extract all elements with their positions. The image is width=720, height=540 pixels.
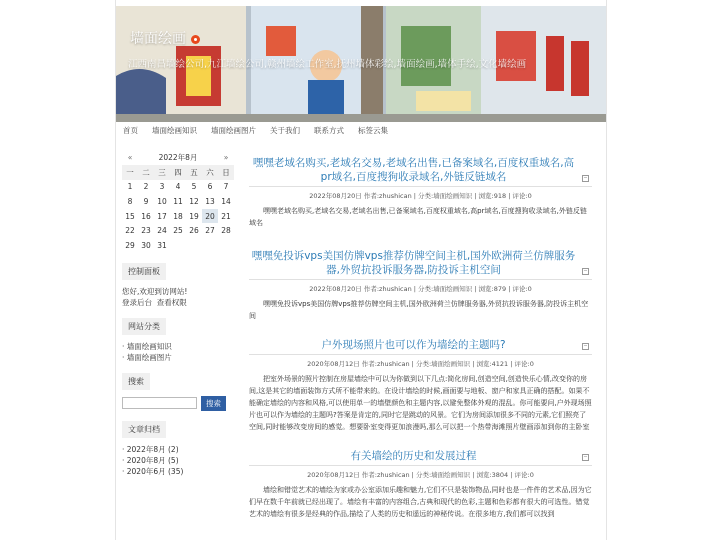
calendar-day (202, 238, 218, 253)
calendar-day: 9 (143, 196, 149, 206)
welcome-text: 您好,欢迎到访网站! (122, 286, 188, 296)
post-meta: 2022年08月20日 作者:zhushican | 分类:墙面绘画知识 | 浏览:918 | 评论:0 (309, 192, 532, 200)
nav-pictures[interactable]: 墙面绘画图片 (211, 126, 256, 135)
post (249, 245, 592, 322)
calendar-day (170, 238, 186, 253)
main-nav (116, 126, 395, 140)
nav-contact[interactable]: 联系方式 (314, 126, 344, 135)
categories-title: 网站分类 (122, 318, 166, 335)
calendar-day: 29 (125, 240, 135, 250)
calendar-day: 6 (207, 182, 213, 192)
calendar-week-row (122, 238, 234, 253)
post-meta: 2020年08月12日 作者:zhushican | 分类:墙面绘画知识 | 浏览:3804 | 评论:0 (307, 471, 534, 479)
site-description: 江西南昌墙绘公司,九江墙绘公司,赣州墙绘工作室,抚州墙体彩绘,墙面绘画,墙体手绘,文化墙绘画 (128, 59, 527, 70)
calendar-day: 31 (157, 240, 167, 250)
calendar-day: 13 (205, 196, 215, 206)
post-title[interactable]: 嘿嘿免投诉vps美国仿牌vps推荐仿牌空间主机,国外欧洲荷兰仿牌服务器,外贸抗投诉服务器,防投诉主机空间 (251, 250, 576, 276)
control-panel (122, 286, 237, 308)
calendar-day: 1 (127, 182, 133, 192)
site-title[interactable] (130, 28, 200, 48)
nav-home[interactable]: 首页 (123, 126, 138, 135)
weekday-label: 二 (138, 165, 154, 180)
calendar-day: 8 (127, 196, 133, 206)
calendar-day: 15 (125, 211, 135, 221)
admin-login-link[interactable]: 登录后台 (122, 297, 152, 307)
calendar-day: 20 (202, 209, 218, 224)
calendar-next-link[interactable]: » (223, 153, 229, 162)
archive-item[interactable]: · 2020年6月 (35) (122, 466, 184, 476)
search-title: 搜索 (122, 373, 150, 390)
archive-item[interactable]: · 2020年8月 (5) (122, 455, 179, 465)
calendar-day: 7 (223, 182, 229, 192)
calendar-day: 3 (159, 182, 165, 192)
calendar-day: 22 (125, 226, 135, 236)
calendar-day: 16 (141, 211, 151, 221)
calendar-day: 24 (157, 226, 167, 236)
calendar-day: 4 (175, 182, 181, 192)
calendar-day: 2 (143, 182, 149, 192)
weekday-label: 日 (218, 165, 234, 180)
nav-about[interactable]: 关于我们 (270, 126, 300, 135)
calendar-day: 27 (205, 226, 215, 236)
calendar-prev-link[interactable]: « (127, 153, 133, 162)
collapse-icon[interactable]: − (583, 343, 588, 349)
calendar-day (218, 238, 234, 253)
post-excerpt: 嘿嘿老域名购买,老域名交易,老域名出售,已备案域名,百度权重域名,高pr域名,百度搜狗收录域名,外链反链域名 (249, 207, 587, 227)
post-title-row (249, 445, 592, 466)
post-excerpt: 墙绘和错觉艺术的墙绘为家或办公室添加乐趣和魅力,它们不只是装饰物品,同时也是一件件的艺术品,因为它们早在数千年前就已经出现了。墙绘有丰富的内容组合,古典和现代的色彩,主题和色彩都有很大的可选性。错觉艺术的墙绘有很多是经典的作品,描绘了人类的历史和遥远的神秘传说。在很多地方,我们都可以找到 (249, 486, 592, 518)
archives-list (122, 444, 237, 477)
post (249, 152, 592, 229)
calendar-day: 25 (173, 226, 183, 236)
post-title-row (249, 334, 592, 355)
weekday-label: 三 (154, 165, 170, 180)
calendar-day: 30 (141, 240, 151, 250)
calendar-day (186, 238, 202, 253)
post-excerpt: 嘿嘿免投诉vps美国仿牌vps推荐仿牌空间主机,国外欧洲荷兰仿牌服务器,外贸抗投诉服务器,防投诉主机空间 (249, 300, 589, 320)
weekday-label: 一 (122, 165, 138, 180)
calendar-day: 10 (157, 196, 167, 206)
header-banner (116, 6, 606, 122)
calendar-title: 2022年8月 (158, 153, 198, 162)
post-title[interactable]: 嘿嘿老域名购买,老域名交易,老域名出售,已备案域名,百度权重域名,高pr域名,百度搜狗收录域名,外链反链域名 (252, 157, 575, 183)
categories-list (122, 341, 237, 363)
calendar-day: 21 (221, 211, 231, 221)
nav-knowledge[interactable]: 墙面绘画知识 (152, 126, 197, 135)
category-item[interactable]: · 墙面绘画图片 (122, 352, 172, 362)
weekday-label: 五 (186, 165, 202, 180)
view-permissions-link[interactable]: 查看权限 (156, 297, 187, 307)
calendar-day: 19 (189, 211, 199, 221)
calendar-week-row (122, 223, 234, 238)
post-meta: 2020年08月12日 作者:zhushican | 分类:墙面绘画知识 | 浏览:4121 | 评论:0 (307, 360, 534, 368)
search-input[interactable] (122, 397, 197, 409)
calendar-day: 23 (141, 226, 151, 236)
post-title-row (249, 152, 592, 187)
post (249, 334, 592, 433)
calendar-week-row (122, 194, 234, 209)
post-meta: 2022年08月20日 作者:zhushican | 分类:墙面绘画知识 | 浏览:879 | 评论:0 (309, 285, 532, 293)
post-title[interactable]: 有关墙绘的历史和发展过程 (350, 450, 477, 462)
calendar-week-row (122, 180, 234, 195)
calendar-day: 12 (189, 196, 199, 206)
archive-item[interactable]: · 2022年8月 (2) (122, 444, 179, 454)
weekday-label: 四 (170, 165, 186, 180)
collapse-icon[interactable]: − (583, 454, 588, 460)
post-title-row (249, 245, 592, 280)
search-form (122, 396, 237, 411)
calendar-day: 17 (157, 211, 167, 221)
post-title[interactable]: 户外现场照片也可以作为墙绘的主题吗? (321, 339, 506, 351)
category-item[interactable]: · 墙面绘画知识 (122, 341, 172, 351)
calendar-day: 5 (191, 182, 197, 192)
calendar-weekday-row (122, 165, 234, 180)
collapse-icon[interactable]: − (583, 175, 588, 181)
nav-tags[interactable]: 标签云集 (358, 126, 388, 135)
search-button[interactable]: 搜索 (201, 396, 226, 411)
site-title-text[interactable]: 墙面绘画 (130, 31, 186, 47)
collapse-icon[interactable]: − (583, 268, 588, 274)
archives-title: 文章归档 (122, 421, 166, 438)
post (249, 445, 592, 520)
calendar-day: 14 (221, 196, 231, 206)
calendar-day: 18 (173, 211, 183, 221)
control-panel-title: 控制面板 (122, 263, 166, 280)
post-list (249, 152, 592, 520)
rss-icon[interactable] (191, 35, 200, 44)
calendar-day: 11 (173, 196, 183, 206)
calendar-week-row (122, 209, 234, 224)
page-container (115, 0, 607, 540)
calendar-day: 28 (221, 226, 231, 236)
calendar-day: 26 (189, 226, 199, 236)
weekday-label: 六 (202, 165, 218, 180)
post-excerpt: 把室外场景的照片控制在房屋墙绘中可以为你做到以下几点:简化房间,创造空间,创造快乐心情,改变你的房间,这是其它的墙面装饰方式所不能带来的。在设计墙绘的时候,画面要与地板、窗户和家具正确的搭配。如果不能确定墙绘的内容和风格,可以使用单一的墙壁颜色和主题内容,以避免整体外观的混乱。你可能要问,户外现场照片也可以作为墙绘的主题吗?答案是肯定的,同时它是跳动的风景。它们为房间添加很多不同的元素,它们照亮了空间,同时能够改变房间的感觉。想要卧室变得更加浪漫吗,那么可以把一个热带海滩照片壁画添加到你的主卧室 (249, 375, 592, 431)
sidebar (122, 150, 237, 477)
calendar (122, 150, 234, 253)
